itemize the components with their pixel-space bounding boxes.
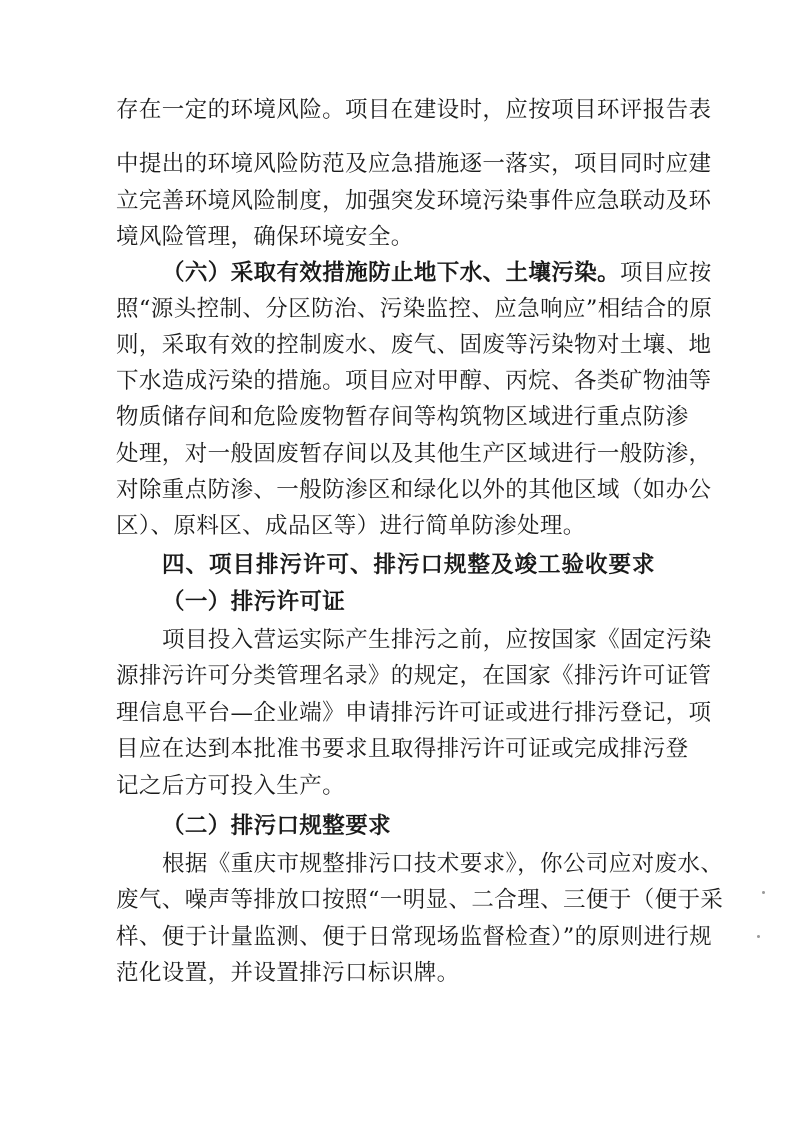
paragraph-line: 立完善环境风险制度，加强突发环境污染事件应急联动及环 [116,188,712,214]
paragraph-line: 物质储存间和危险废物暂存间等构筑物区域进行重点防渗 [116,404,689,430]
paragraph-line: 存在一定的环境风险。项目在建设时，应按项目环评报告表 [116,97,712,123]
paragraph-line: 项目投入营运实际产生排污之前，应按国家《固定污染 [162,627,712,653]
paragraph-line: 记之后方可投入生产。 [116,773,346,799]
paragraph-line: 范化设置，并设置排污口标识牌。 [116,960,460,986]
paragraph-line: 则，采取有效的控制废水、废气、固废等污染物对土壤、地 [116,332,712,358]
sub1-heading: （一）排污许可证 [162,589,346,615]
section6-heading: （六）采取有效措施防止地下水、土壤污染。 [162,260,621,286]
section6-first-line [162,255,712,291]
paragraph-line: 样、便于计量监测、便于日常现场监督检查）”的原则进行规 [116,924,713,950]
paragraph-line: 处理，对一般固废暂存间以及其他生产区域进行一般防渗， [116,441,712,467]
sub2-heading: （二）排污口规整要求 [162,813,392,839]
paragraph-line: 理信息平台—企业端》申请排污许可证或进行排污登记，项 [116,700,712,726]
paragraph-line: 对除重点防渗、一般防渗区和绿化以外的其他区域（如办公 [116,477,712,503]
paragraph-line: 境风险管理，确保环境安全。 [116,224,414,250]
section6-line-rest: 项目应按 [620,260,712,286]
paragraph-line: 源排污许可分类管理名录》的规定，在国家《排污许可证管 [116,663,712,689]
paragraph-line: 照“源头控制、分区防治、污染监控、应急响应”相结合的原 [116,296,713,322]
paragraph-line: 下水造成污染的措施。项目应对甲醇、丙烷、各类矿物油等 [116,368,712,394]
paragraph-line: 根据《重庆市规整排污口技术要求》，你公司应对废水、 [162,851,724,877]
paragraph-line: 废气、噪声等排放口按照“一明显、二合理、三便于（便于采 [116,887,724,913]
paragraph-line: 区）、原料区、成品区等）进行简单防渗处理。 [116,513,586,539]
section4-heading: 四、项目排污许可、排污口规整及竣工验收要求 [162,552,656,578]
scan-speck [762,891,765,894]
paragraph-line: 目应在达到本批准书要求且取得排污许可证或完成排污登 [116,736,689,762]
paragraph-line: 中提出的环境风险防范及应急措施逐一落实，项目同时应建 [116,151,712,177]
scan-speck [757,935,760,938]
